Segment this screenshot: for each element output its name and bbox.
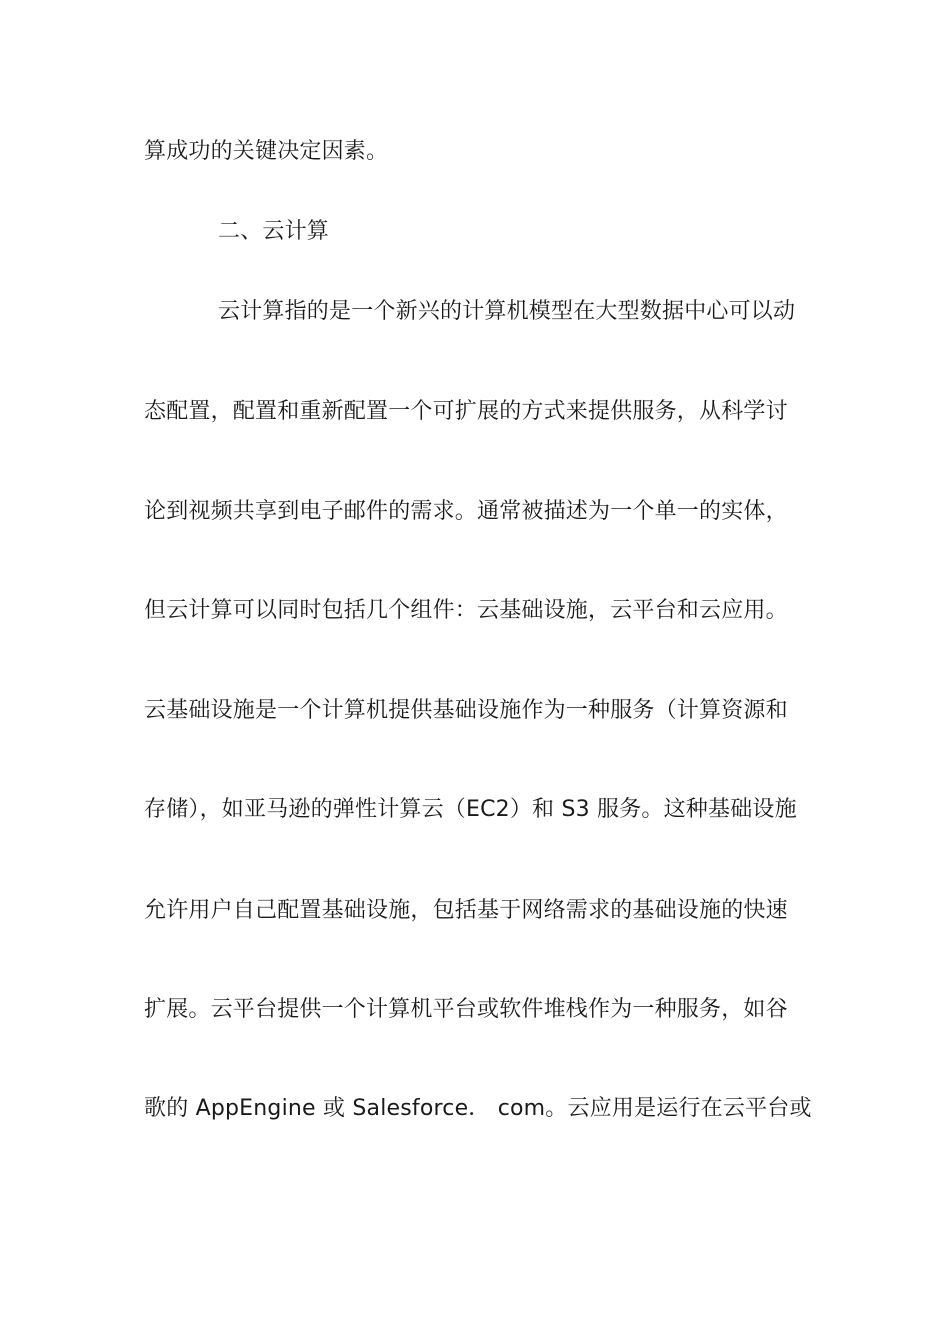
paragraph-line: 扩展。云平台提供一个计算机平台或软件堆栈作为一种服务，如谷: [144, 997, 788, 1022]
paragraph-line: 论到视频共享到电子邮件的需求。通常被描述为一个单一的实体，: [144, 499, 788, 524]
paragraph-line: 态配置，配置和重新配置一个可扩展的方式来提供服务，从科学讨: [144, 399, 788, 424]
paragraph-line: 歌的 AppEngine 或 Salesforce． com。云应用是运行在云平台或: [144, 1096, 812, 1121]
paragraph-line: 存储），如亚马逊的弹性计算云（EC2）和 S3 服务。这种基础设施: [144, 797, 797, 822]
paragraph-line: 算成功的关键决定因素。: [144, 139, 389, 164]
section-heading: 二、云计算: [218, 219, 330, 244]
paragraph-line: 允许用户自己配置基础设施，包括基于网络需求的基础设施的快速: [144, 898, 788, 923]
paragraph-line: 云计算指的是一个新兴的计算机模型在大型数据中心可以动: [218, 299, 796, 324]
paragraph-line: 但云计算可以同时包括几个组件：云基础设施，云平台和云应用。: [144, 598, 788, 623]
paragraph-line: 云基础设施是一个计算机提供基础设施作为一种服务（计算资源和: [144, 698, 788, 723]
